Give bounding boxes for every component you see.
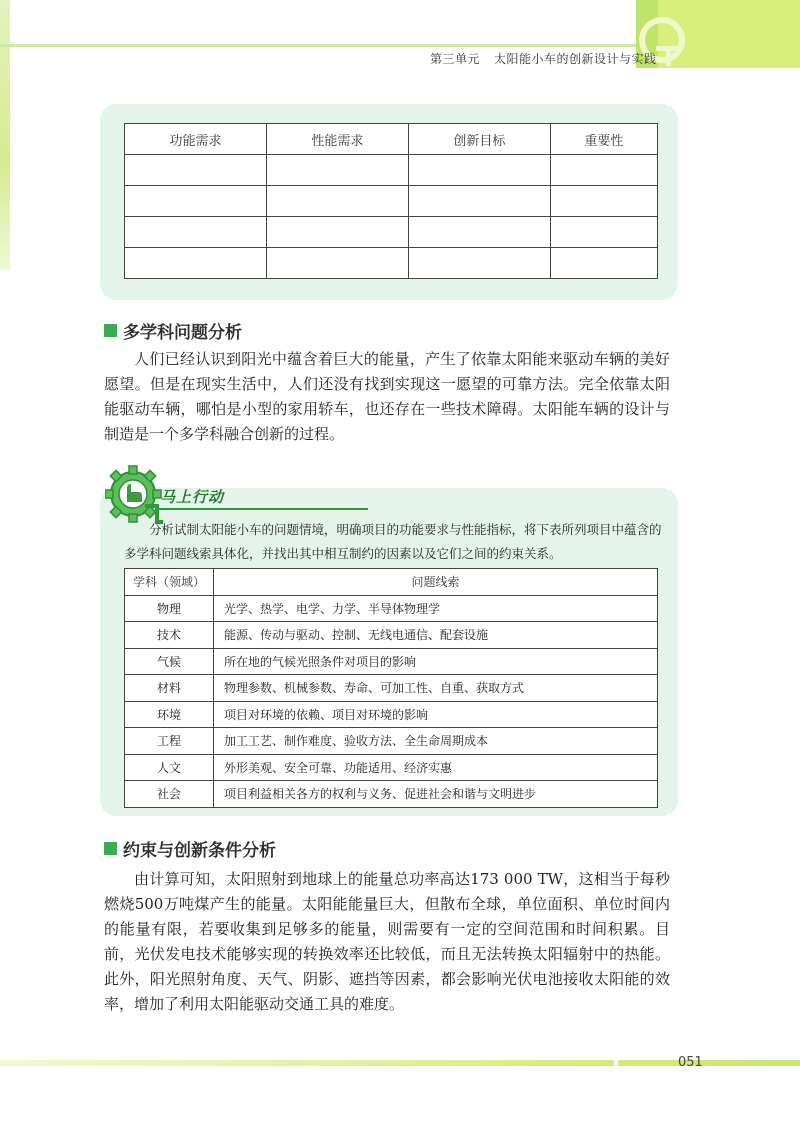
table-cell[interactable]	[550, 248, 657, 279]
clue-cell: 物理参数、机械参数、寿命、可加工性、自重、获取方式	[214, 675, 658, 702]
subject-cell: 人文	[125, 754, 214, 781]
table-cell[interactable]	[266, 155, 408, 186]
table-cell[interactable]	[266, 186, 408, 217]
table-cell[interactable]	[408, 248, 550, 279]
header-rule	[0, 44, 640, 47]
footer-gap	[614, 1056, 618, 1070]
subject-cell: 技术	[125, 622, 214, 649]
section-square-icon	[104, 842, 117, 855]
header-cell: 问题线索	[214, 569, 658, 596]
table-cell[interactable]	[408, 155, 550, 186]
table-header-row	[125, 569, 658, 596]
header-cell: 创新目标	[408, 124, 550, 155]
table-cell[interactable]	[125, 248, 267, 279]
activity-label: 马上行动	[160, 488, 225, 506]
header-cell: 重要性	[550, 124, 657, 155]
subject-cell: 环境	[125, 701, 214, 728]
table-cell[interactable]	[125, 155, 267, 186]
section-title: 约束与创新条件分析	[123, 841, 276, 861]
table-cell[interactable]	[266, 248, 408, 279]
activity-underline	[158, 508, 368, 510]
activity-instruction: 分析试制太阳能小车的问题情境，明确项目的功能要求与性能指标，将下表所列项目中蕴含的多学科问题线索具体化，并找出其中相互制约的因素以及它们之间的约束关系。	[124, 522, 662, 561]
section-title: 多学科问题分析	[123, 323, 242, 343]
running-header	[430, 50, 657, 67]
table-row	[125, 728, 658, 755]
table-row	[125, 622, 658, 649]
table-cell[interactable]	[550, 155, 657, 186]
table-cell[interactable]	[125, 217, 267, 248]
clue-cell: 加工工艺、制作难度、验收方法、全生命周期成本	[214, 728, 658, 755]
table-cell[interactable]	[550, 186, 657, 217]
subject-cell: 社会	[125, 781, 214, 808]
clue-cell: 项目利益相关各方的权利与义务、促进社会和谐与文明进步	[214, 781, 658, 808]
clue-cell: 外形美观、安全可靠、功能适用、经济实惠	[214, 754, 658, 781]
table-cell[interactable]	[408, 186, 550, 217]
table-cell[interactable]	[266, 217, 408, 248]
header-cell: 功能需求	[125, 124, 267, 155]
subject-cell: 气候	[125, 648, 214, 675]
clue-cell: 光学、热学、电学、力学、半导体物理学	[214, 595, 658, 622]
table-row	[125, 781, 658, 808]
table-row	[125, 595, 658, 622]
discipline-table	[124, 568, 658, 808]
table-row	[125, 648, 658, 675]
header-cell: 性能需求	[266, 124, 408, 155]
clue-cell: 能源、传动与驱动、控制、无线电通信、配套设施	[214, 622, 658, 649]
page-number: 051	[678, 1055, 703, 1070]
subject-cell: 材料	[125, 675, 214, 702]
table-cell[interactable]	[125, 186, 267, 217]
clue-cell: 项目对环境的依赖、项目对环境的影响	[214, 701, 658, 728]
requirements-table	[124, 123, 658, 279]
section-heading-multidiscipline	[104, 318, 242, 343]
section-paragraph: 人们已经认识到阳光中蕴含着巨大的能量，产生了依靠太阳能来驱动车辆的美好愿望。但是在现实生活中，人们还没有找到实现这一愿望的可靠方法。完全依靠太阳能驱动车辆，哪怕是小型的家用轿车，也还存在一些技术障碍。太阳能车辆的设计与制造是一个多学科融合创新的过程。	[104, 350, 670, 443]
table-header-row	[125, 124, 658, 155]
section-paragraph: 由计算可知，太阳照射到地球上的能量总功率高达173 000 TW，这相当于每秒燃烧500万吨煤产生的能量。太阳能能量巨大，但散布全球，单位面积、单位时间内的能量有限，若要收集到足够多的能量，则需要有一定的空间范围和时间积累。目前，光伏发电技术能够实现的转换效率还比较低，而且无法转换太阳辐射中的热能。此外，阳光照射角度、天气、阴影、遮挡等因素，都会影响光伏电池接收太阳能的效率，增加了利用太阳能驱动交通工具的难度。	[104, 870, 670, 1013]
section-square-icon	[104, 324, 117, 337]
table-row	[125, 248, 658, 279]
table-row	[125, 701, 658, 728]
table-row	[125, 186, 658, 217]
table-cell[interactable]	[408, 217, 550, 248]
subject-cell: 工程	[125, 728, 214, 755]
table-row	[125, 217, 658, 248]
header-cell: 学科（领域）	[125, 569, 214, 596]
table-row	[125, 675, 658, 702]
subject-cell: 物理	[125, 595, 214, 622]
left-decor-strip	[0, 0, 10, 270]
section-heading-constraints	[104, 836, 276, 861]
table-row	[125, 754, 658, 781]
unit-title: 太阳能小车的创新设计与实践	[494, 52, 657, 66]
clue-cell: 所在地的气候光照条件对项目的影响	[214, 648, 658, 675]
table-row	[125, 155, 658, 186]
unit-label: 第三单元	[430, 52, 481, 66]
table-cell[interactable]	[550, 217, 657, 248]
